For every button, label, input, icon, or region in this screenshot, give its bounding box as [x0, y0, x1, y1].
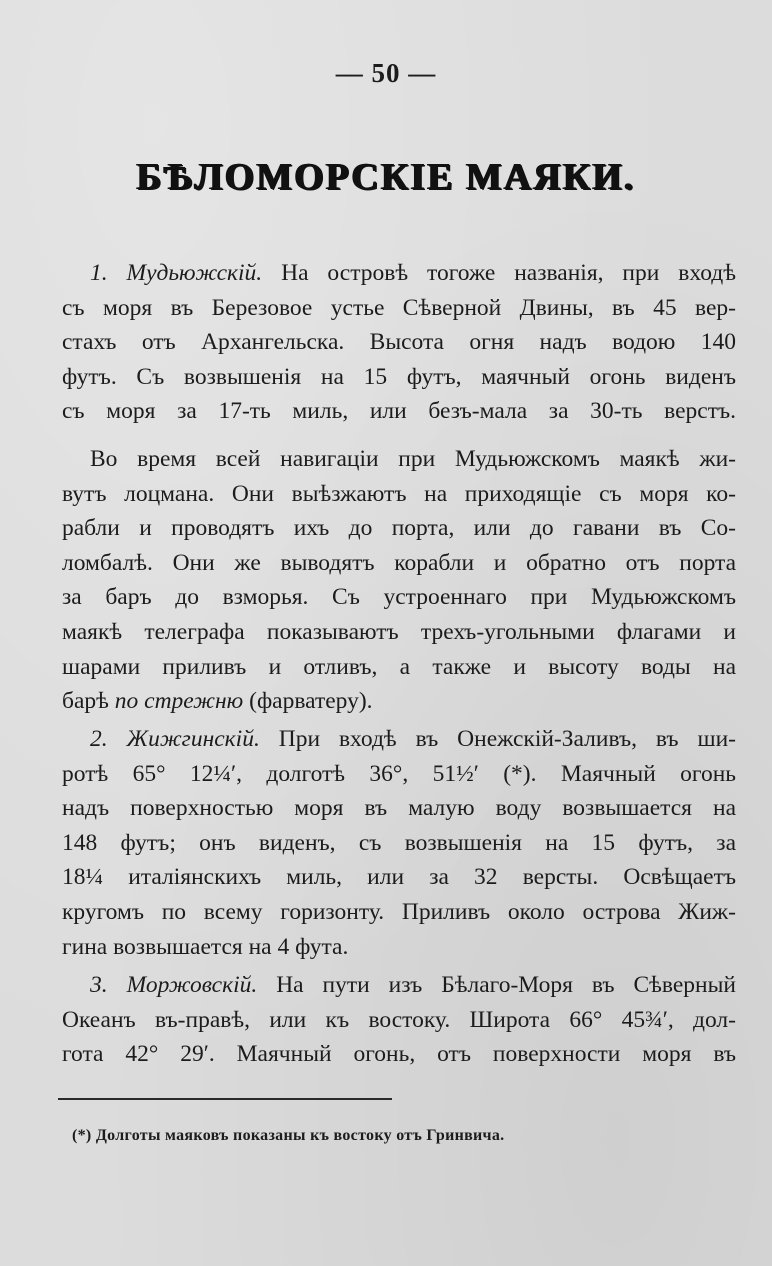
text-line: ротѣ 65° 12¼′, долготѣ 36°, 51½′ (*). Маячный огонь [62, 760, 736, 787]
footnote: (*) Долготы маяковъ показаны къ востоку отъ Гринвича. [72, 1127, 505, 1144]
paragraph-morzhovsky [62, 968, 736, 1072]
text-line: ломбалѣ. Они же выводятъ корабли и обратно отъ порта [62, 549, 736, 576]
lighthouse-name: 3. Моржовскій. [90, 972, 258, 998]
text-line: маякѣ телеграфа показываютъ трехъ-угольными флагами и [62, 618, 736, 645]
lighthouse-name: 2. Жижгинскій. [90, 726, 260, 752]
page-number: — 50 — [335, 58, 437, 88]
text-line: гота 42° 29′. Маячный огонь, отъ поверхности моря въ [62, 1041, 736, 1068]
line-text: (фарватеру). [243, 688, 373, 715]
text-line: стахъ отъ Архангельска. Высота огня надъ водою 140 [62, 329, 736, 356]
line-text: При входѣ въ Онежскій-Заливъ, въ ши- [259, 726, 736, 752]
lighthouse-name: 1. Мудьюжскій. [90, 260, 263, 286]
page-heading: БѢЛОМОРСКІЕ МАЯКИ. [136, 156, 636, 198]
text-line: гина возвышается на 4 фута. [62, 933, 349, 960]
italic-term: по стрежню [114, 688, 244, 715]
line-text: На островѣ тогоже названія, при входѣ [262, 260, 736, 286]
text-line: шарами приливъ и отливъ, а также и высоту воды на [62, 653, 736, 680]
text-line [62, 722, 736, 757]
text-line [62, 684, 736, 719]
text-line: за баръ до взморья. Съ устроеннаго при Мудьюжскомъ [62, 584, 736, 611]
text-line: 18¼ италіянскихъ миль, или за 32 версты. Освѣщаетъ [62, 864, 736, 891]
text-line [62, 256, 736, 291]
paragraph-mudyuzhsky [62, 256, 736, 429]
line-text: барѣ [62, 688, 115, 715]
text-line: надъ поверхностью моря въ малую воду возвышается на [62, 795, 736, 822]
paragraph-zhizhginsky [62, 722, 736, 964]
footnote-divider [58, 1098, 392, 1100]
line-text: На пути изъ Бѣлаго-Моря въ Сѣверный [257, 972, 736, 998]
text-line: Океанъ въ-правѣ, или къ востоку. Широта 66° 45¾′, дол- [62, 1006, 736, 1033]
text-line: съ моря въ Березовое устье Сѣверной Двины, въ 45 вер- [62, 294, 736, 321]
paragraph-navigation [62, 442, 736, 719]
text-line: 148 футъ; онъ виденъ, съ возвышенія на 15 футъ, за [62, 829, 736, 856]
text-line: съ моря за 17-ть миль, или безъ-мала за 30-ть верстъ. [62, 398, 736, 425]
text-line [62, 968, 736, 1003]
text-line: рабли и проводятъ ихъ до порта, или до гавани въ Со- [62, 515, 736, 542]
text-line: вутъ лоцмана. Они выѣзжаютъ на приходящіе съ моря ко- [62, 480, 736, 507]
text-line: футъ. Съ возвышенія на 15 футъ, маячный огонь виденъ [62, 363, 736, 390]
text-line: кругомъ по всему горизонту. Приливъ около острова Жиж- [62, 898, 736, 925]
text-line: Во время всей навигаціи при Мудьюжскомъ маякѣ жи- [90, 446, 736, 472]
